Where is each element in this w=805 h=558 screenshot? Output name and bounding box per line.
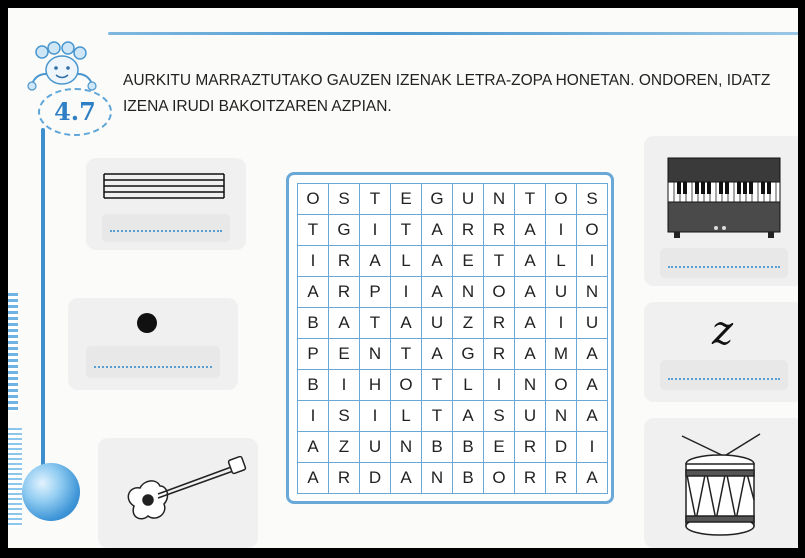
grid-cell[interactable]: A xyxy=(298,463,329,494)
grid-cell[interactable]: L xyxy=(453,370,484,401)
grid-row xyxy=(298,339,608,370)
grid-cell[interactable]: M xyxy=(546,339,577,370)
grid-row xyxy=(298,215,608,246)
rest-symbol-icon: z xyxy=(712,308,734,354)
grid-row xyxy=(298,246,608,277)
worksheet-page xyxy=(8,8,798,548)
grid-cell[interactable]: R xyxy=(515,432,546,463)
card-rest xyxy=(644,302,798,402)
water-drop-icon xyxy=(22,463,80,521)
grid-cell[interactable]: A xyxy=(298,277,329,308)
grid-cell[interactable]: P xyxy=(298,339,329,370)
answer-field-note[interactable] xyxy=(86,346,220,378)
grid-cell[interactable]: H xyxy=(360,370,391,401)
grid-cell[interactable]: U xyxy=(453,184,484,215)
word-search-frame xyxy=(286,172,614,504)
grid-cell[interactable]: O xyxy=(391,370,422,401)
grid-cell[interactable]: N xyxy=(422,463,453,494)
grid-cell[interactable]: A xyxy=(360,246,391,277)
grid-cell[interactable]: B xyxy=(453,463,484,494)
grid-cell[interactable]: A xyxy=(453,401,484,432)
drum-icon xyxy=(672,430,768,542)
grid-cell[interactable]: I xyxy=(329,370,360,401)
grid-cell[interactable]: E xyxy=(329,339,360,370)
top-decorative-rule xyxy=(108,32,798,35)
grid-cell[interactable]: I xyxy=(546,308,577,339)
grid-cell[interactable]: D xyxy=(546,432,577,463)
grid-cell[interactable]: L xyxy=(546,246,577,277)
grid-cell[interactable]: I xyxy=(360,215,391,246)
grid-cell[interactable]: E xyxy=(391,184,422,215)
guitar-icon xyxy=(122,456,252,526)
grid-cell[interactable]: A xyxy=(422,339,453,370)
grid-cell[interactable]: U xyxy=(546,277,577,308)
grid-cell[interactable]: P xyxy=(360,277,391,308)
grid-cell[interactable]: O xyxy=(546,370,577,401)
grid-cell[interactable]: A xyxy=(422,277,453,308)
grid-cell[interactable]: U xyxy=(577,308,608,339)
grid-row xyxy=(298,463,608,494)
grid-cell[interactable]: Z xyxy=(453,308,484,339)
grid-cell[interactable]: A xyxy=(515,339,546,370)
grid-cell[interactable]: I xyxy=(577,246,608,277)
grid-cell[interactable]: S xyxy=(484,401,515,432)
grid-cell[interactable]: N xyxy=(546,401,577,432)
grid-row xyxy=(298,432,608,463)
grid-cell[interactable]: R xyxy=(546,463,577,494)
grid-cell[interactable]: R xyxy=(329,246,360,277)
grid-cell[interactable]: S xyxy=(329,184,360,215)
edge-decoration xyxy=(8,293,18,413)
grid-cell[interactable]: R xyxy=(515,463,546,494)
grid-cell[interactable]: N xyxy=(453,277,484,308)
note-dot-icon xyxy=(134,310,160,336)
answer-field-rest[interactable] xyxy=(660,360,788,390)
grid-cell[interactable]: A xyxy=(298,432,329,463)
instructions-line-2: IZENA IRUDI BAKOITZAREN AZPIAN. xyxy=(123,98,392,115)
grid-cell[interactable]: T xyxy=(360,184,391,215)
answer-field-pentagram[interactable] xyxy=(102,214,230,242)
grid-cell[interactable]: T xyxy=(391,215,422,246)
grid-cell[interactable]: A xyxy=(515,246,546,277)
grid-cell[interactable]: N xyxy=(577,277,608,308)
grid-cell[interactable]: A xyxy=(391,308,422,339)
grid-cell[interactable]: E xyxy=(484,432,515,463)
grid-cell[interactable]: I xyxy=(391,277,422,308)
grid-cell[interactable]: T xyxy=(515,184,546,215)
left-decorative-rule xyxy=(41,128,45,488)
grid-cell[interactable]: R xyxy=(484,308,515,339)
grid-cell[interactable]: O xyxy=(484,463,515,494)
grid-cell[interactable]: L xyxy=(391,246,422,277)
grid-cell[interactable]: A xyxy=(515,308,546,339)
grid-cell[interactable]: I xyxy=(577,432,608,463)
grid-cell[interactable]: A xyxy=(577,401,608,432)
grid-cell[interactable]: I xyxy=(298,401,329,432)
grid-cell[interactable]: E xyxy=(453,246,484,277)
grid-cell[interactable]: G xyxy=(329,215,360,246)
grid-cell[interactable]: G xyxy=(422,184,453,215)
instructions xyxy=(123,68,798,120)
grid-cell[interactable]: A xyxy=(422,246,453,277)
grid-cell[interactable]: N xyxy=(360,339,391,370)
grid-cell[interactable]: R xyxy=(329,463,360,494)
grid-cell[interactable]: T xyxy=(360,308,391,339)
grid-cell[interactable]: T xyxy=(391,339,422,370)
piano-icon xyxy=(666,156,782,240)
grid-cell[interactable]: I xyxy=(360,401,391,432)
grid-cell[interactable]: A xyxy=(577,463,608,494)
card-drum xyxy=(644,418,798,548)
card-piano xyxy=(644,136,798,286)
edge-decoration-lower xyxy=(8,428,22,528)
exercise-number-badge: 4.7 xyxy=(38,88,112,136)
grid-cell[interactable]: T xyxy=(422,370,453,401)
grid-cell[interactable]: S xyxy=(329,401,360,432)
grid-cell[interactable]: A xyxy=(515,215,546,246)
card-note xyxy=(68,298,238,390)
grid-cell[interactable]: U xyxy=(422,308,453,339)
grid-row xyxy=(298,308,608,339)
grid-cell[interactable]: N xyxy=(484,184,515,215)
grid-cell[interactable]: R xyxy=(453,215,484,246)
grid-cell[interactable]: A xyxy=(577,339,608,370)
grid-cell[interactable]: U xyxy=(515,401,546,432)
grid-cell[interactable]: O xyxy=(577,215,608,246)
grid-cell[interactable]: A xyxy=(515,277,546,308)
grid-cell[interactable]: T xyxy=(422,401,453,432)
instructions-line-1: AURKITU MARRAZTUTAKO GAUZEN IZENAK LETRA-ZOPA HONETAN. ONDOREN, IDATZ xyxy=(123,72,771,89)
grid-cell[interactable]: B xyxy=(298,370,329,401)
grid-row xyxy=(298,277,608,308)
card-guitar xyxy=(98,438,258,548)
grid-cell[interactable]: O xyxy=(546,184,577,215)
word-search-grid xyxy=(297,183,608,494)
grid-cell[interactable]: D xyxy=(360,463,391,494)
grid-cell[interactable]: T xyxy=(298,215,329,246)
pentagram-icon xyxy=(102,172,226,200)
grid-cell[interactable]: S xyxy=(577,184,608,215)
grid-cell[interactable]: R xyxy=(484,339,515,370)
grid-cell[interactable]: T xyxy=(484,246,515,277)
grid-row xyxy=(298,401,608,432)
grid-cell[interactable]: B xyxy=(298,308,329,339)
grid-cell[interactable]: R xyxy=(329,277,360,308)
grid-cell[interactable]: A xyxy=(391,463,422,494)
grid-row xyxy=(298,184,608,215)
grid-cell[interactable]: I xyxy=(484,370,515,401)
grid-cell[interactable]: A xyxy=(329,308,360,339)
grid-cell[interactable]: I xyxy=(298,246,329,277)
grid-cell[interactable]: B xyxy=(453,432,484,463)
grid-cell[interactable]: N xyxy=(515,370,546,401)
grid-cell[interactable]: N xyxy=(391,432,422,463)
grid-cell[interactable]: G xyxy=(453,339,484,370)
grid-cell[interactable]: A xyxy=(422,215,453,246)
grid-cell[interactable]: O xyxy=(298,184,329,215)
grid-cell[interactable]: U xyxy=(360,432,391,463)
grid-cell[interactable]: A xyxy=(577,370,608,401)
answer-field-piano[interactable] xyxy=(660,248,788,278)
grid-row xyxy=(298,370,608,401)
grid-cell[interactable]: R xyxy=(484,215,515,246)
grid-cell[interactable]: L xyxy=(391,401,422,432)
grid-cell[interactable]: O xyxy=(484,277,515,308)
grid-cell[interactable]: I xyxy=(546,215,577,246)
grid-cell[interactable]: Z xyxy=(329,432,360,463)
grid-cell[interactable]: B xyxy=(422,432,453,463)
card-pentagram xyxy=(86,158,246,250)
